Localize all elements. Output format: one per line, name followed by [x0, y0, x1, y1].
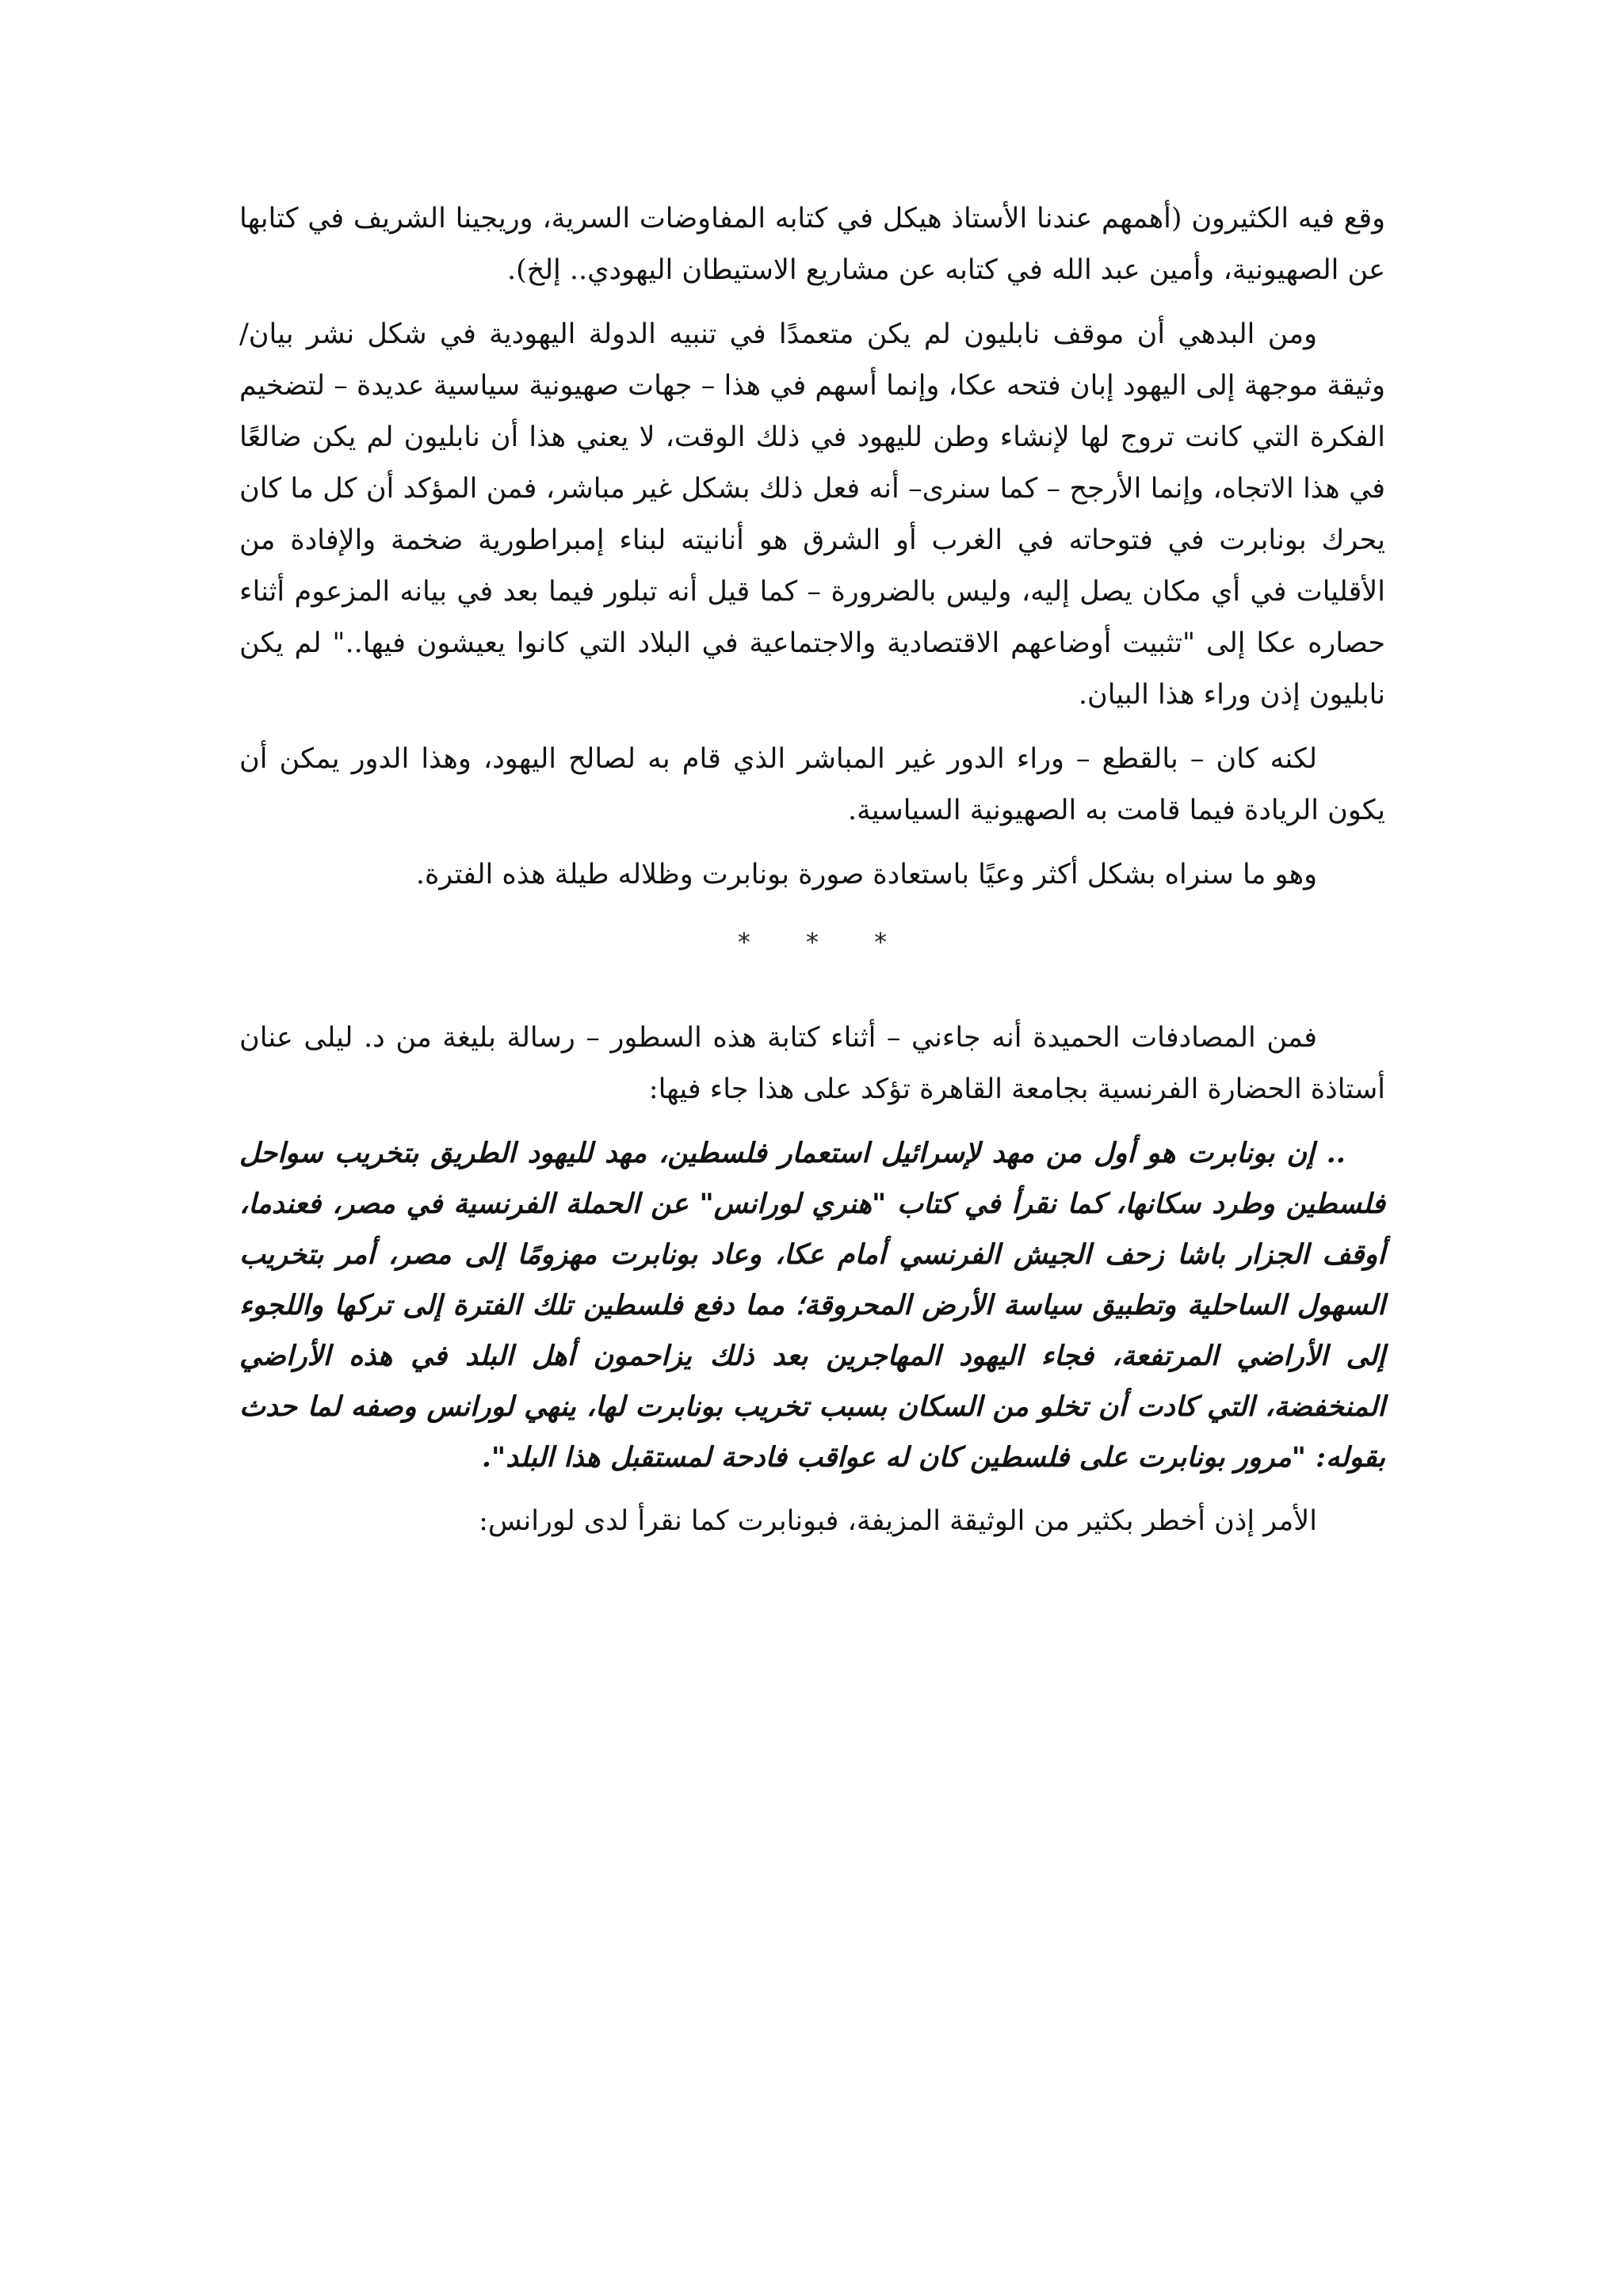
document-body: [239, 193, 1385, 1547]
quoted-letter: .. إن بونابرت هو أول من مهد لإسرائيل استعمار فلسطين، مهد لليهود الطريق بتخريب سواحل فلسطين وطرد سكانها، كما نقرأ في كتاب "هنري لورانس" عن الحملة الفرنسية في مصر، فعندما، أوقف الجزار باشا زحف الجيش الفرنسي أمام عكا، وعاد بونابرت مهزومًا إلى مصر، أمر بتخريب السهول الساحلية وتطبيق سياسة الأرض المحروقة؛ مما دفع فلسطين تلك الفترة إلى تركها واللجوء إلى الأراضي المرتفعة، فجاء اليهود المهاجرين بعد ذلك يزاحمون أهل البلد في هذه الأراضي المنخفضة، التي كادت أن تخلو من السكان بسبب تخريب بونابرت لها، ينهي لورانس وصفه لما حدث بقوله: "مرور بونابرت على فلسطين كان له عواقب فادحة لمستقبل هذا البلد".: [239, 1137, 1385, 1474]
section-separator: * * *: [737, 927, 911, 957]
paragraph-letter-intro: فمن المصادفات الحميدة أنه جاءني – أثناء كتابة هذه السطور – رسالة بليغة من د. ليلى عنان أستاذة الحضارة الفرنسية بجامعة القاهرة تؤكد على هذا جاء فيها:: [239, 1022, 1385, 1105]
paragraph-closing: الأمر إذن أخطر بكثير من الوثيقة المزيفة، فبونابرت كما نقرأ لدى لورانس:: [479, 1505, 1317, 1537]
paragraph-continuation: وقع فيه الكثيرون (أهمهم عندنا الأستاذ هيكل في كتابه المفاوضات السرية، وريجينا الشريف في كتابها عن الصهيونية، وأمين عبد الله في كتابه عن مشاريع الاستيطان اليهودي.. إلخ).: [239, 203, 1385, 286]
paragraph-awareness: وهو ما سنراه بشكل أكثر وعيًا باستعادة صورة بونابرت وظلاله طيلة هذه الفترة.: [415, 859, 1317, 891]
paragraph-napoleon-position: ومن البدهي أن موقف نابليون لم يكن متعمدًا في تنبيه الدولة اليهودية في شكل نشر بيان/ وثيقة موجهة إلى اليهود إبان فتحه عكا، وإنما أسهم في هذا – جهات صهيونية سياسية عديدة – لتضخيم الفكرة التي كانت تروج لها لإنشاء وطن لليهود في ذلك الوقت، لا يعني هذا أن نابليون لم يكن ضالعًا في هذا الاتجاه، وإنما الأرجح – كما سنرى– أنه فعل ذلك بشكل غير مباشر، فمن المؤكد أن كل ما كان يحرك بونابرت في فتوحاته في الغرب أو الشرق هو أنانيته لبناء إمبراطورية ضخمة والإفادة من الأقليات في أي مكان يصل إليه، وليس بالضرورة – كما قيل أنه تبلور فيما بعد في بيانه المزعوم أثناء حصاره عكا إلى "تثبيت أوضاعهم الاقتصادية والاجتماعية في البلاد التي كانوا يعيشون فيها.." لم يكن نابليون إذن وراء هذا البيان.: [239, 318, 1385, 711]
paragraph-indirect-role: لكنه كان – بالقطع – وراء الدور غير المباشر الذي قام به لصالح اليهود، وهذا الدور يمكن أن يكون الريادة فيما قامت به الصهيونية السياسية.: [239, 743, 1385, 826]
